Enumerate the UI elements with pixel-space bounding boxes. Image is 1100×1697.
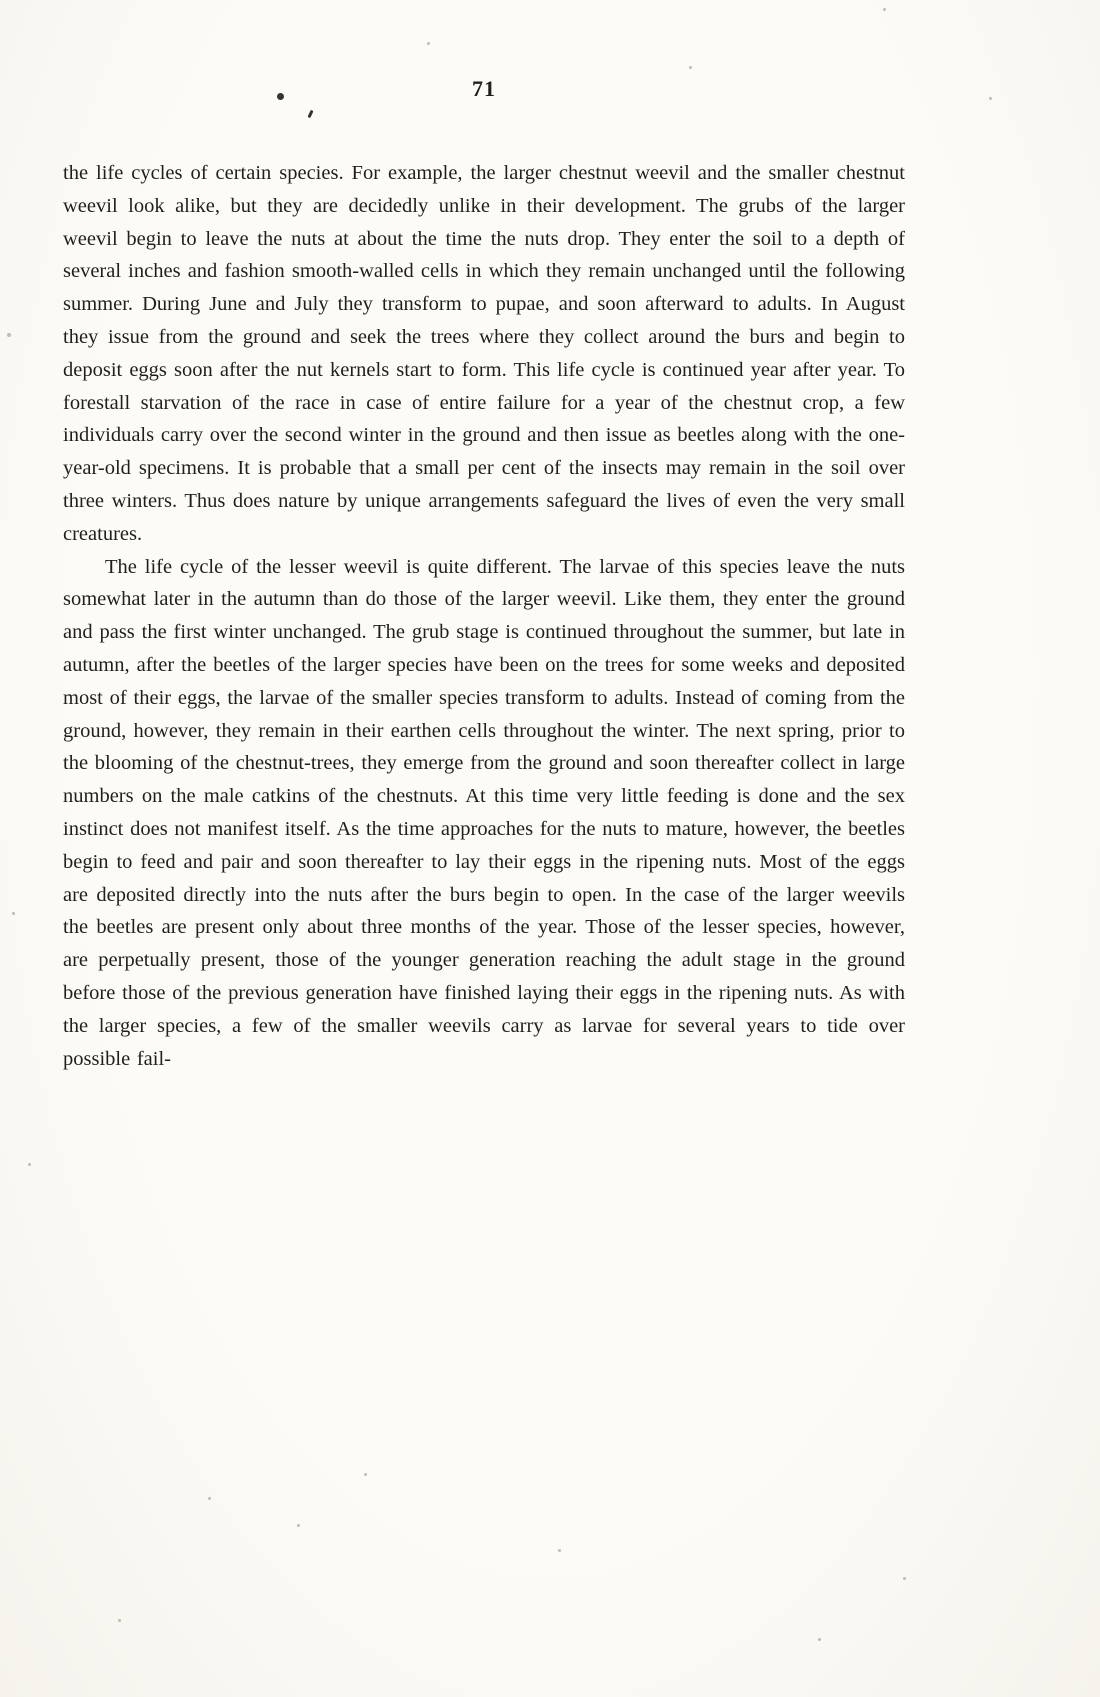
ink-dot [277,93,284,100]
scan-speck [364,1473,367,1476]
page-number: 71 [472,76,496,101]
scan-speck [989,97,992,100]
body-text [63,157,905,1075]
scan-speck [427,42,430,45]
scan-speck [12,912,15,915]
scan-speck [818,1638,821,1641]
scan-speck [118,1619,121,1622]
scan-speck [297,1524,300,1527]
paragraph-continued: the life cycles of certain species. For example, the larger chestnut weevil and the smaller chestnut weevil look alike, but they are decidedly unlike in their development. The grubs of the larger weevil begin to leave the nuts at about the time the nuts drop. They enter the soil to a depth of several inches and fashion smooth-walled cells in which they remain unchanged until the following summer. During June and July they transform to pupae, and soon afterward to adults. In August they issue from the ground and seek the trees where they collect around the burs and begin to deposit eggs soon after the nut kernels start to form. This life cycle is continued year after year. To forestall starvation of the race in case of entire failure for a year of the chestnut crop, a few individuals carry over the second winter in the ground and then issue as beetles along with the one-year-old specimens. It is probable that a small per cent of the insects may remain in the soil over three winters. Thus does nature by unique arrangements safeguard the lives of even the very small creatures. [63,162,905,545]
scan-speck [7,333,11,337]
scan-speck [558,1549,561,1552]
scan-speck [689,66,692,69]
scan-speck [208,1497,211,1500]
scan-speck [903,1577,906,1580]
scan-speck [28,1163,31,1166]
scan-speck [883,8,886,11]
ink-mark [307,110,313,119]
paragraph: The life cycle of the lesser weevil is quite different. The larvae of this species leave the nuts somewhat later in the autumn than do those of the larger weevil. Like them, they enter the ground and pass the first winter unchanged. The grub stage is continued throughout the summer, but late in autumn, after the beetles of the larger species have been on the trees for some weeks and deposited most of their eggs, the larvae of the smaller species transform to adults. Instead of coming from the ground, however, they remain in their earthen cells throughout the winter. The next spring, prior to the blooming of the chestnut-trees, they emerge from the ground and soon thereafter collect in large numbers on the male catkins of the chestnuts. At this time very little feeding is done and the sex instinct does not manifest itself. As the time approaches for the nuts to mature, however, the beetles begin to feed and pair and soon thereafter to lay their eggs in the ripening nuts. Most of the eggs are deposited directly into the nuts after the burs begin to open. In the case of the larger weevils the beetles are present only about three months of the year. Those of the lesser species, however, are perpetually present, those of the younger generation reaching the adult stage in the ground before those of the previous generation have finished laying their eggs in the ripening nuts. As with the larger species, a few of the smaller weevils carry as larvae for several years to tide over possible fail- [63,555,905,1070]
